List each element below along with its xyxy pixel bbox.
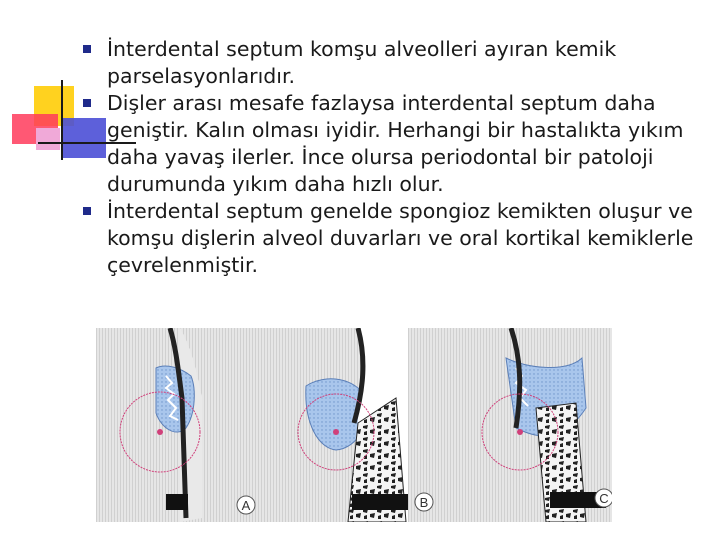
panel-c-label: C [599,491,609,506]
bullet-item [80,198,716,279]
interdental-septum-illustration [96,328,612,522]
bullet-text: İnterdental septum komşu alveolleri ayıran kemik parselasyonlarıdır. [107,37,617,88]
bullet-text: Dişler arası mesafe fazlaysa interdental septum daha geniştir. Kalın olması iyidir. Herhangi bir hastalıkta yıkım daha yavaş ilerler. İnce olursa periodontal bir patoloji durumunda yıkım daha hızlı olur. [107,91,684,196]
septum-figure-svg [96,328,612,522]
square-bullet-icon [83,207,91,215]
bullet-item [80,90,716,198]
bullet-list [80,36,716,279]
bullet-item [80,36,716,90]
bullet-text: İnterdental septum genelde spongioz kemikten oluşur ve komşu dişlerin alveol duvarları ve oral kortikal kemiklerle çevrelenmiştir. [107,199,694,277]
deco-pink-square [36,128,60,150]
deco-vertical-line [61,80,63,160]
square-bullet-icon [83,45,91,53]
panel-a-label: A [241,498,251,513]
panel-b-label: B [419,495,429,510]
square-bullet-icon [83,99,91,107]
